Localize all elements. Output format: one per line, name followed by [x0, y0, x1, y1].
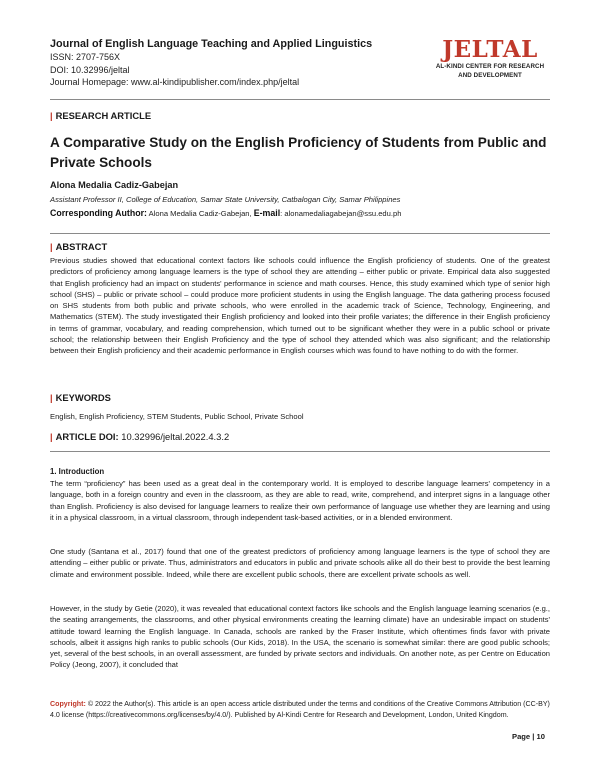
- copyright-text: © 2022 the Author(s). This article is an open access article distributed under the terms and conditions of the Creative Commons Attribution (CC-BY) 4.0 license (https://creativecommons.org/licenses/by/4.0/). Published by Al-Kindi Centre for Research and Development, London, United Kingdom.: [50, 700, 550, 720]
- article-doi-value: 10.32996/jeltal.2022.4.3.2: [121, 431, 230, 442]
- abstract-text: Previous studies showed that educational context factors like schools could influence the English proficiency of students. One of the greatest predictors of proficiency among language learners is the type of school they are attending – either public or private. Empirical data also suggested that English proficiency had an impact on students' performance in science and math courses. Hence, this study examined which type of senior high school (SHS) – public or private school – could produce more proficient students in using the English language. The data gathering process focused on SHS students from both public and private schools, who were enrolled in the academic track of Science, Technology, Engineering, and Mathematics (STEM). The study investigated their English proficiency and looked into their profile variates; the difference in their English proficiency in terms of grammar, vocabulary, and reading comprehension, which turned out to be significant whether they were in a public school or private school; the relationship between their English Proficiency and the type of school they attended which was also significant; and the relationship between their English proficiency and their academic performance in English courses which was found to have nothing to do with the former.: [50, 256, 550, 355]
- section-bar: |: [50, 431, 53, 442]
- keywords-heading-label: KEYWORDS: [55, 392, 111, 403]
- header-divider: [50, 99, 550, 100]
- section-bar: |: [50, 241, 53, 252]
- journal-title: Journal of English Language Teaching and Applied Linguistics: [50, 38, 373, 50]
- introduction-heading: 1. Introduction: [50, 467, 105, 476]
- corresponding-author: [50, 208, 401, 218]
- article-type-label: RESEARCH ARTICLE: [55, 110, 152, 121]
- section-bar: |: [50, 110, 53, 121]
- page-label: Page: [512, 732, 531, 741]
- logo-subtitle-1: AL-KINDI CENTER FOR RESEARCH: [435, 63, 545, 70]
- abstract-heading-label: ABSTRACT: [55, 241, 108, 252]
- corr-label: Corresponding Author:: [50, 208, 147, 218]
- paper-title: A Comparative Study on the English Proficiency of Students from Public and Private Schools: [50, 135, 547, 170]
- keywords-heading: [50, 392, 111, 404]
- copyright-notice: [50, 699, 550, 721]
- logo-subtitle-2: AND DEVELOPMENT: [458, 71, 522, 79]
- copyright-label: Copyright:: [50, 700, 86, 708]
- intro-paragraph-3: However, in the study by Getie (2020), it was revealed that educational context factors like schools and the English language learning scenarios (e.g., the seating arrangements, the classrooms, and other physical environments creating the learning climate) have an undesirable impact on students' attitude toward learning the English language. In Canada, schools are ranked by the Fraser Institute, which oftentimes finds favor with private schools, albeit it assigns high ranks to public schools (Our Kids, 2018). In the USA, the scenario is somewhat similar: there are good public schools; yet, several of the best schools, in an overall assessment, are funded by private sectors and individuals. On another note, as per Centre on Education Policy (Jeong, 2007), it concluded that: [50, 604, 550, 670]
- issn: ISSN: 2707-756X: [50, 52, 121, 62]
- page-number: Page | 10: [512, 732, 545, 741]
- intro-paragraph-2: One study (Santana et al., 2017) found that one of the greatest predictors of proficiency among language learners is the type of school they are attending – either public or private. Thus, administrators and educators in public and private schools alike all do their best to provide the best learning climate and environment possible. Indeed, while there are excellent public schools, there are excellent private schools as well.: [50, 547, 550, 579]
- journal-header: [50, 37, 400, 89]
- corr-email: : alonamedaliagabejan@ssu.edu.ph: [280, 209, 402, 218]
- author-name: Alona Medalia Cadiz-Gabejan: [50, 180, 179, 190]
- abstract-divider: [50, 233, 550, 234]
- corr-name: Alona Medalia Cadiz-Gabejan,: [148, 209, 252, 218]
- jeltal-logo: [426, 37, 554, 80]
- page-number-value: 10: [536, 732, 545, 741]
- journal-homepage: Journal Homepage: www.al-kindipublisher.com/index.php/jeltal: [50, 77, 300, 87]
- author-affiliation: Assistant Professor II, College of Education, Samar State University, Catbalogan City, Samar Philippines: [50, 195, 401, 204]
- journal-doi: DOI: 10.32996/jeltal: [50, 64, 130, 75]
- body-divider: [50, 451, 550, 452]
- article-doi: [50, 431, 229, 442]
- keywords-text: English, English Proficiency, STEM Students, Public School, Private School: [50, 412, 304, 421]
- article-type: [50, 110, 151, 122]
- abstract-heading: [50, 241, 107, 253]
- logo-text: JELTAL: [442, 36, 538, 63]
- article-doi-label: ARTICLE DOI:: [55, 431, 119, 442]
- email-label: E-mail: [253, 208, 281, 218]
- intro-paragraph-1: The term “proficiency” has been used as a great deal in the contemporary world. It is employed to describe language learners' competency in a language, both in a foreign country and even in the classroom, as they are able to read, write, comprehend, and interpret signs in a language other than English. Proficiency is also devised for language learners to realize their own performance of language use whether they are learning and using it in a physical classroom, in a virtual classroom, through independent task-based activities, or in a blended environment.: [50, 479, 550, 522]
- section-bar: |: [50, 392, 53, 403]
